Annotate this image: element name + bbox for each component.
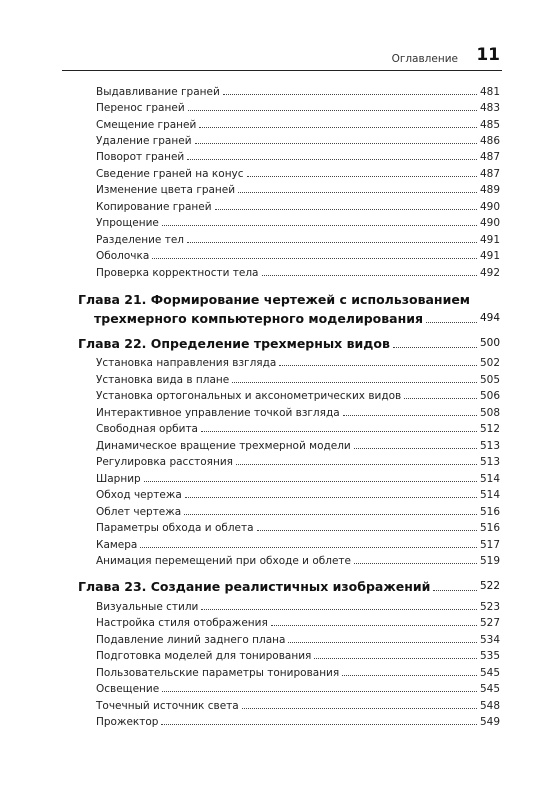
page-header — [62, 40, 502, 71]
dot-leader — [342, 675, 477, 676]
toc-entry-page: 508 — [479, 407, 500, 419]
toc-entry[interactable] — [96, 165, 500, 181]
toc-entry[interactable] — [96, 132, 500, 148]
toc-entry-title: Изменение цвета граней — [96, 184, 236, 196]
dot-leader — [433, 590, 477, 591]
dot-leader — [161, 724, 477, 725]
toc-entry-page: 516 — [479, 506, 500, 518]
toc-entry-title: Камера — [96, 539, 138, 551]
toc-entry[interactable] — [96, 486, 500, 502]
toc-entry-page: 514 — [479, 473, 500, 485]
toc-entry[interactable] — [96, 680, 500, 696]
toc-entry-page: 506 — [479, 390, 500, 402]
toc-entry-page: 491 — [479, 250, 500, 262]
dot-leader — [247, 176, 477, 177]
dot-leader — [288, 642, 477, 643]
toc-entry[interactable] — [96, 387, 500, 403]
toc-entry-page: 527 — [479, 617, 500, 629]
toc-entry-title: Удаление граней — [96, 135, 192, 147]
toc-entry[interactable] — [96, 247, 500, 263]
toc-entry[interactable] — [96, 420, 500, 436]
toc-entry-page: 548 — [479, 700, 500, 712]
toc-entry[interactable] — [96, 453, 500, 469]
toc-entry[interactable] — [96, 470, 500, 486]
toc-entry-title: Обход чертежа — [96, 489, 182, 501]
toc-entry[interactable] — [96, 231, 500, 247]
toc-entry-title: Подавление линий заднего плана — [96, 634, 286, 646]
toc-entry-title: Установка направления взгляда — [96, 357, 277, 369]
toc-entry-title: Поворот граней — [96, 151, 185, 163]
toc-entry-page: 492 — [479, 267, 500, 279]
dot-leader — [223, 94, 477, 95]
toc-entry-page: 489 — [479, 184, 500, 196]
dot-leader — [354, 448, 477, 449]
toc-entry-page: 534 — [479, 634, 500, 646]
chapter-page: 522 — [479, 580, 500, 592]
toc-entry-page: 487 — [479, 168, 500, 180]
toc-entry[interactable] — [96, 83, 500, 99]
toc-entry-page: 490 — [479, 201, 500, 213]
toc-entry-page: 516 — [479, 522, 500, 534]
toc-entry-page: 505 — [479, 374, 500, 386]
dot-leader — [162, 691, 477, 692]
dot-leader — [314, 658, 477, 659]
toc-entry-page: 502 — [479, 357, 500, 369]
toc-entry-page: 517 — [479, 539, 500, 551]
toc-entry-title: Упрощение — [96, 217, 159, 229]
dot-leader — [232, 382, 477, 383]
dot-leader — [393, 347, 477, 348]
toc-entry[interactable] — [96, 116, 500, 132]
toc-entry-page: 549 — [479, 716, 500, 728]
dot-leader — [236, 464, 477, 465]
toc-entry-page: 545 — [479, 667, 500, 679]
toc-entry-title: Анимация перемещений при обходе и облете — [96, 555, 351, 567]
toc-entry[interactable] — [96, 99, 500, 115]
dot-leader — [162, 225, 477, 226]
toc-entry-title: Проверка корректности тела — [96, 267, 259, 279]
toc-entry[interactable] — [96, 697, 500, 713]
toc-entry[interactable] — [96, 198, 500, 214]
toc-entry[interactable] — [96, 664, 500, 680]
toc-entry-page: 486 — [479, 135, 500, 147]
dot-leader — [184, 514, 477, 515]
dot-leader — [257, 530, 477, 531]
chapter-title: Глава 22. Определение трехмерных видов — [78, 336, 390, 351]
toc-entry[interactable] — [96, 552, 500, 568]
toc-entry-page: 483 — [479, 102, 500, 114]
toc-entry-page: 487 — [479, 151, 500, 163]
dot-leader — [404, 398, 477, 399]
toc-entry-title: Разделение тел — [96, 234, 185, 246]
toc-entry-title: Установка ортогональных и аксонометрических видов — [96, 390, 402, 402]
dot-leader — [271, 625, 477, 626]
toc-entry-title: Прожектор — [96, 716, 159, 728]
toc-entry-title: Выдавливание граней — [96, 86, 220, 98]
chapter-page: 494 — [479, 312, 500, 324]
toc-entry-page: 512 — [479, 423, 500, 435]
dot-leader — [187, 159, 477, 160]
dot-leader — [199, 127, 477, 128]
dot-leader — [144, 481, 477, 482]
toc-entry-page: 519 — [479, 555, 500, 567]
toc-entry-page: 523 — [479, 601, 500, 613]
dot-leader — [188, 110, 477, 111]
dot-leader — [215, 209, 477, 210]
toc-entry-title: Оболочка — [96, 250, 150, 262]
dot-leader — [238, 192, 477, 193]
toc-entry-page: 513 — [479, 440, 500, 452]
toc-entry[interactable] — [96, 647, 500, 663]
toc-entry[interactable] — [96, 148, 500, 164]
toc-entry[interactable] — [96, 598, 500, 614]
toc-entry[interactable] — [96, 181, 500, 197]
toc-entry[interactable] — [96, 354, 500, 370]
toc-entry[interactable] — [96, 214, 500, 230]
dot-leader — [354, 563, 477, 564]
toc-entry-page: 481 — [479, 86, 500, 98]
toc-entry-title: Визуальные стили — [96, 601, 199, 613]
toc-entry-title: Сведение граней на конус — [96, 168, 244, 180]
toc-entry-title: Перенос граней — [96, 102, 185, 114]
toc-entry-title: Копирование граней — [96, 201, 212, 213]
toc-entry-title: Интерактивное управление точкой взгляда — [96, 407, 340, 419]
toc-entry-title: Пользовательские параметры тонирования — [96, 667, 340, 679]
toc-entry[interactable] — [96, 713, 500, 729]
toc-entry[interactable] — [96, 437, 500, 453]
dot-leader — [201, 609, 477, 610]
chapter-page: 500 — [479, 337, 500, 349]
toc-entry-title: Регулировка расстояния — [96, 456, 233, 468]
dot-leader — [242, 708, 477, 709]
toc-entry-title: Подготовка моделей для тонирования — [96, 650, 312, 662]
toc-entry-title: Параметры обхода и облета — [96, 522, 254, 534]
toc-entry-title: Динамическое вращение трехмерной модели — [96, 440, 351, 452]
toc-entry-title: Шарнир — [96, 473, 141, 485]
toc-entry[interactable] — [96, 614, 500, 630]
running-head-title: Оглавление — [391, 53, 458, 65]
toc-entry-title: Смещение граней — [96, 119, 197, 131]
dot-leader — [187, 242, 477, 243]
dot-leader — [152, 258, 477, 259]
dot-leader — [262, 275, 477, 276]
toc-entry-title: Установка вида в плане — [96, 374, 230, 386]
toc-entry-page: 491 — [479, 234, 500, 246]
toc-entry[interactable] — [96, 503, 500, 519]
toc-entry[interactable] — [96, 519, 500, 535]
toc-entry-page: 513 — [479, 456, 500, 468]
toc-entry-title: Освещение — [96, 683, 160, 695]
chapter-22-heading[interactable] — [78, 334, 500, 353]
toc-entry-page: 545 — [479, 683, 500, 695]
page-number: 11 — [476, 45, 500, 65]
chapter-title: Глава 23. Создание реалистичных изображений — [78, 579, 431, 594]
toc-entry-page: 535 — [479, 650, 500, 662]
toc-entry[interactable] — [96, 536, 500, 552]
toc-entry[interactable] — [96, 631, 500, 647]
toc-entry-title: Настройка стиля отображения — [96, 617, 268, 629]
toc-entry[interactable] — [96, 264, 500, 280]
dot-leader — [195, 143, 477, 144]
toc-entry-page: 485 — [479, 119, 500, 131]
toc-entry-title: Точечный источник света — [96, 700, 239, 712]
dot-leader — [201, 431, 477, 432]
dot-leader — [185, 497, 477, 498]
dot-leader — [140, 547, 477, 548]
chapter-23-heading[interactable] — [78, 577, 500, 596]
dot-leader — [343, 415, 477, 416]
toc-entry-title: Облет чертежа — [96, 506, 182, 518]
dot-leader — [279, 365, 477, 366]
chapter-title-line2: трехмерного компьютерного моделирования — [94, 311, 424, 326]
toc-entry-page: 514 — [479, 489, 500, 501]
dot-leader — [426, 322, 477, 323]
toc-entry-page: 490 — [479, 217, 500, 229]
chapter-21-heading[interactable] — [78, 290, 500, 328]
toc-entry-title: Свободная орбита — [96, 423, 198, 435]
toc-entry[interactable] — [96, 404, 500, 420]
toc-entry[interactable] — [96, 371, 500, 387]
chapter-title-line1: Глава 21. Формирование чертежей с использованием — [78, 292, 471, 307]
